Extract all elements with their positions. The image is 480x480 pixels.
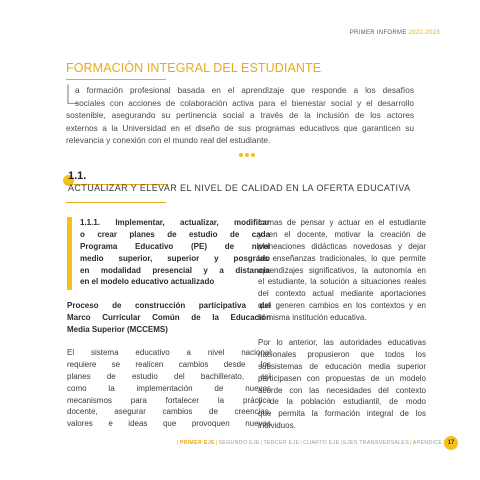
header-years: 2022-2023: [408, 30, 440, 36]
dot: [251, 153, 255, 157]
footer-nav-tercer-eje[interactable]: TERCER EJE: [263, 440, 300, 446]
body-line: valores e ideas que provoquen nuevas: [67, 419, 271, 429]
body-line: del contexto actual mediante aportaciones: [258, 289, 426, 299]
intro-line: a formación profesional basada en el aprendizaje que responde a los desafíos: [75, 85, 414, 95]
footer-nav-cuarto-eje[interactable]: CUARTO EJE: [303, 440, 340, 446]
goal-heading-line: 1.1.1. Implementar, actualizar, modificar: [80, 218, 270, 227]
footer-navigation: |PRIMER EJE|SEGUNDO EJE|TERCER EJE|CUARTO EJE|EJES TRANSVERSALES|APÉNDICE: [177, 440, 443, 446]
goal-heading: [80, 217, 270, 288]
goal-heading-line: en modalidad presencial y a distancia: [80, 265, 270, 275]
section-title: FORMACIÓN INTEGRAL DEL ESTUDIANTE: [66, 61, 322, 75]
subsection-title: ACTUALIZAR Y ELEVAR EL NIVEL DE CALIDAD EN LA OFERTA EDUCATIVA: [68, 183, 411, 193]
body-line: planeaciones didácticas novedosas y dejar: [258, 241, 426, 251]
body-line: nacionales propusieron que todos los: [258, 349, 426, 359]
body-line: requiere se realicen cambios desde los: [67, 359, 271, 369]
body-line: individuos.: [258, 421, 296, 431]
dot: [239, 153, 243, 157]
body-line: la misma institución educativa.: [258, 313, 367, 323]
separator-dots: [239, 153, 255, 157]
body-line: planes de estudio del bachillerato, así: [67, 371, 271, 381]
process-subheading-line: Marco Curricular Común de la Educación: [67, 312, 271, 322]
intro-line: sostenible, asegurando su pertinencia social a través de la inclusión de los actores: [66, 110, 414, 120]
body-line: que permita la formación integral de los: [258, 409, 426, 419]
footer-nav-segundo-eje[interactable]: SEGUNDO EJE: [218, 440, 260, 446]
process-subheading-line: Media Superior (MCCEMS): [67, 324, 168, 334]
goal-heading-line: en el modelo educativo actualizado: [80, 277, 215, 287]
body-line: El sistema educativo a nivel nacional: [67, 348, 271, 357]
body-column-1: [67, 347, 271, 430]
process-subheading: [67, 300, 271, 336]
body-line: subsistemas de educación media superior: [258, 361, 426, 371]
body-column-2-paragraph-2: [258, 337, 426, 432]
footer-nav-primer-eje[interactable]: PRIMER EJE: [179, 440, 215, 446]
report-header: [350, 30, 440, 36]
body-column-2-paragraph-1: [258, 217, 426, 324]
body-line: acorde con las necesidades del contexto: [258, 385, 426, 395]
process-subheading-line: Proceso de construcción participativa del: [67, 301, 271, 310]
dot: [245, 153, 249, 157]
body-line: aprendizajes significativos, la autonomía en: [258, 265, 426, 275]
body-line: y de la población estudiantil, de modo: [258, 397, 426, 407]
body-line: Por lo anterior, las autoridades educativas: [258, 338, 426, 347]
subsection-number: 1.1.: [68, 170, 87, 182]
intro-dropcap: L: [64, 80, 80, 111]
footer-nav-ejes-transversales[interactable]: EJES TRANSVERSALES: [343, 440, 410, 446]
page-number-badge: 17: [444, 436, 458, 450]
body-line: que generen cambios en los contextos y en: [258, 301, 426, 311]
body-line: el estudiante, la solución a situaciones reales: [258, 277, 426, 287]
highlight-bar: [67, 217, 72, 290]
goal-heading-line: o crear planes de estudio de cada: [80, 229, 270, 239]
footer-nav-apendice[interactable]: APÉNDICE: [412, 440, 443, 446]
body-line: participasen con propuestas de un modelo: [258, 373, 426, 383]
intro-paragraph: [64, 80, 414, 147]
subsection-title-rule: [66, 202, 166, 203]
body-line: docente, asegurar cambios de creencias,: [67, 407, 271, 417]
section-title-rule: [66, 79, 166, 80]
header-label: PRIMER INFORME: [349, 30, 407, 36]
intro-line: sociales con acciones de colaboración activa para el bienestar social y el desarrollo: [75, 97, 414, 108]
intro-line: relevancia y conexión con el mundo real del estudiante.: [66, 135, 271, 145]
goal-heading-line: Programa Educativo (PE) de nivel: [80, 241, 270, 251]
intro-line: externos a la Universidad en el diseño de sus programas educativos que garanticen su: [66, 122, 414, 133]
body-line: y en el docente, motivar la creación de: [258, 229, 426, 239]
body-line: las enseñanzas tradicionales, lo que permite: [258, 253, 426, 263]
body-line: formas de pensar y actuar en el estudiante: [258, 218, 426, 227]
body-line: mecanismos para fortalecer la práctica: [67, 395, 271, 405]
goal-heading-line: medio superior, superior y posgrado: [80, 253, 270, 263]
body-line: como la implementación de nuevos: [67, 383, 271, 393]
